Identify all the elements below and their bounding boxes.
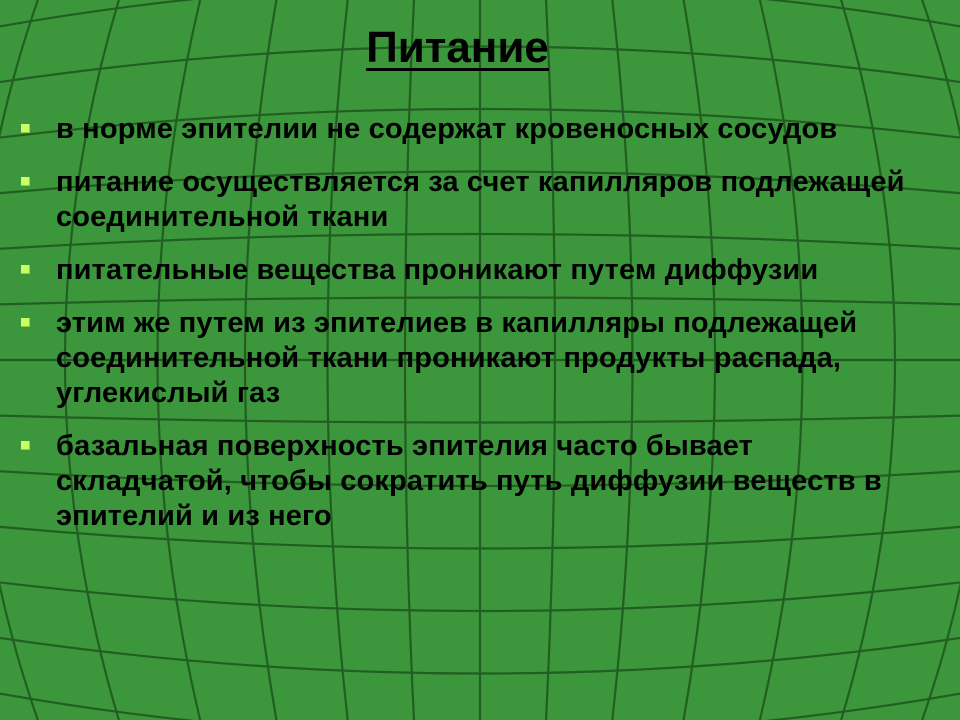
square-bullet-icon	[21, 124, 30, 133]
bullet-text: питание осуществляется за счет капилляров подлежащей соединительной ткани	[56, 166, 905, 233]
square-bullet-icon	[21, 318, 30, 327]
bullet-text: питательные вещества проникают путем диффузии	[56, 254, 819, 286]
bullet-text: базальная поверхность эпителия часто бывает складчатой, чтобы сократить путь диффузии веществ в эпителий и из него	[56, 430, 882, 532]
bullet-text: этим же путем из эпителиев в капилляры подлежащей соединительной ткани проникают продукты распада, углекислый газ	[56, 307, 858, 409]
square-bullet-icon	[21, 441, 30, 450]
slide-title: Питание	[366, 23, 549, 72]
square-bullet-icon	[21, 265, 30, 274]
bullet-list	[20, 112, 920, 552]
bullet-item	[20, 253, 920, 288]
bullet-text: в норме эпителии не содержат кровеносных сосудов	[56, 113, 838, 145]
bullet-item	[20, 112, 920, 147]
bullet-item	[20, 165, 920, 235]
square-bullet-icon	[21, 177, 30, 186]
bullet-item	[20, 429, 920, 534]
bullet-item	[20, 306, 920, 411]
